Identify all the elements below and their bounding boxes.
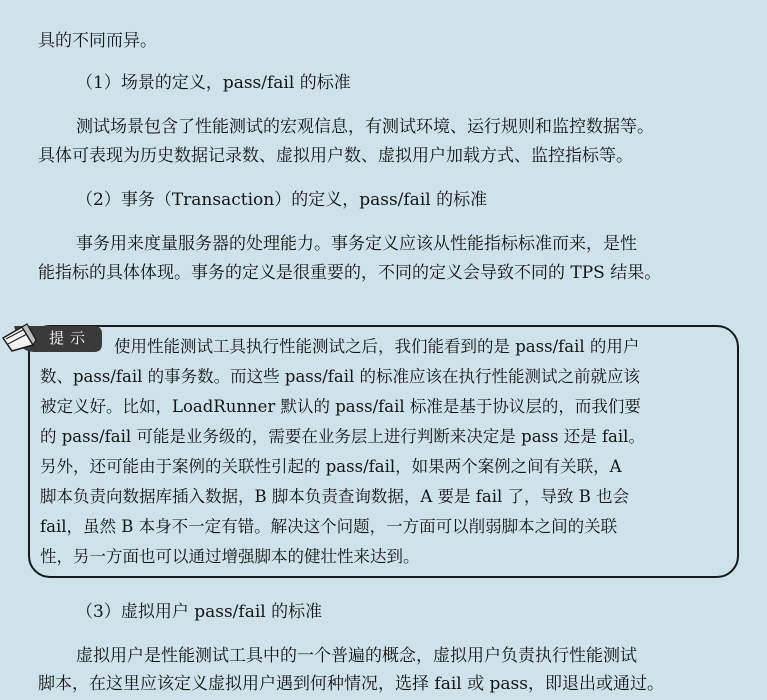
section2-heading: （2）事务（Transaction）的定义，pass/fail 的标准 bbox=[76, 190, 488, 210]
section3-body-line: 虚拟用户是性能测试工具中的一个普遍的概念，虚拟用户负责执行性能测试 bbox=[76, 646, 637, 666]
tip-line: 被定义好。比如，LoadRunner 默认的 pass/fail 标准是基于协议层的，而我们要 bbox=[40, 397, 641, 416]
tip-line: 使用性能测试工具执行性能测试之后，我们能看到的是 pass/fail 的用户 bbox=[114, 337, 640, 356]
intro-tail-text: 具的不同而异。 bbox=[38, 31, 157, 51]
tip-line: 数、pass/fail 的事务数。而这些 pass/fail 的标准应该在执行性能测试之前就应该 bbox=[40, 367, 641, 386]
tip-line: 脚本负责向数据库插入数据，B 脚本负责查询数据，A 要是 fail 了，导致 B 也会 bbox=[40, 487, 630, 506]
tip-line: 的 pass/fail 可能是业务级的，需要在业务层上进行判断来决定是 pass 还是 fail。 bbox=[40, 427, 645, 446]
tip-label: 提示 bbox=[48, 329, 91, 347]
tip-callout-box bbox=[28, 325, 739, 578]
section1-body-line: 具体可表现为历史数据记录数、虚拟用户数、虚拟用户加载方式、监控指标等。 bbox=[38, 146, 633, 166]
section3-heading: （3）虚拟用户 pass/fail 的标准 bbox=[76, 602, 323, 622]
section2-body-line: 能指标的具体体现。事务的定义是很重要的，不同的定义会导致不同的 TPS 结果。 bbox=[38, 263, 662, 283]
section2-body-line: 事务用来度量服务器的处理能力。事务定义应该从性能指标标准而来，是性 bbox=[76, 234, 637, 254]
tip-line: 性，另一方面也可以通过增强脚本的健壮性来达到。 bbox=[40, 547, 420, 566]
tip-line: 另外，还可能由于案例的关联性引起的 pass/fail，如果两个案例之间有关联，A bbox=[40, 457, 622, 476]
section1-body-line: 测试场景包含了性能测试的宏观信息，有测试环境、运行规则和监控数据等。 bbox=[76, 117, 654, 137]
tip-line: fail，虽然 B 本身不一定有错。解决这个问题，一方面可以削弱脚本之间的关联 bbox=[40, 517, 618, 536]
section3-body-line: 脚本，在这里应该定义虚拟用户遇到何种情况，选择 fail 或 pass，即退出或通过。 bbox=[38, 674, 664, 694]
section1-heading: （1）场景的定义，pass/fail 的标准 bbox=[76, 73, 351, 93]
